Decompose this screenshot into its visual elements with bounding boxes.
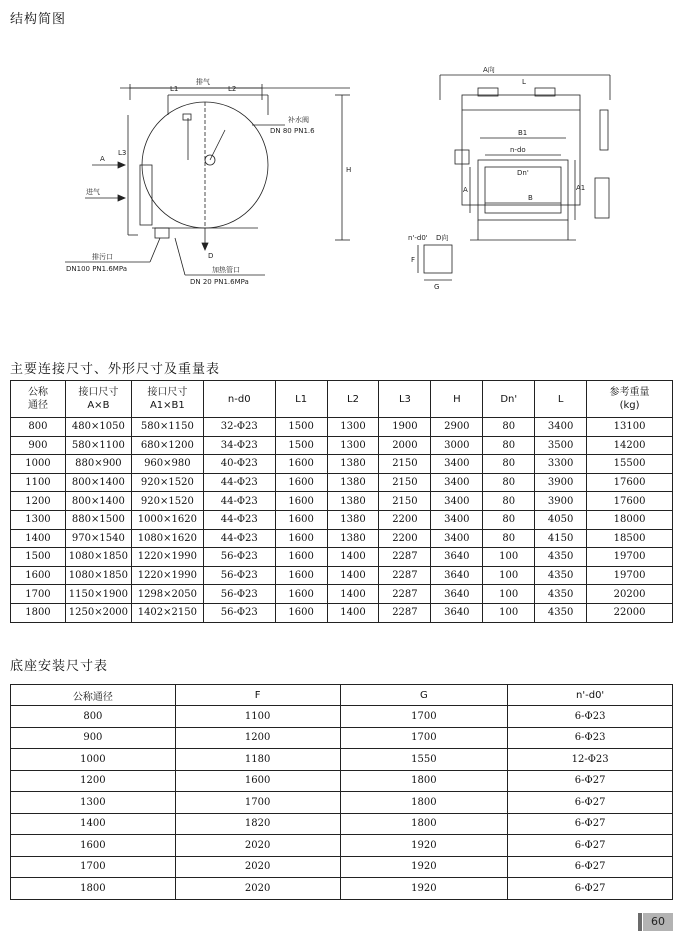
base-table-cell: 1800	[340, 770, 508, 792]
right-label-ndo: n-do	[510, 146, 526, 154]
main-table-cell: 3300	[535, 455, 587, 474]
main-table-cell: 1100	[11, 473, 66, 492]
main-table-cell: 18500	[587, 529, 673, 548]
left-label-D: D	[208, 252, 214, 260]
main-table-cell: 4050	[535, 510, 587, 529]
main-table-cell: 80	[483, 492, 535, 511]
base-table-cell: 6-Φ27	[508, 770, 673, 792]
main-table-cell: 100	[483, 548, 535, 567]
main-table-cell: 1600	[275, 548, 327, 567]
main-table-cell: 1600	[275, 510, 327, 529]
main-table-cell: 880×900	[65, 455, 131, 474]
base-table-header-row	[11, 685, 673, 706]
base-table-row	[11, 706, 673, 728]
main-table-row	[11, 529, 673, 548]
page-number: 60	[643, 913, 673, 931]
main-table-cell: 3500	[535, 436, 587, 455]
base-table-row	[11, 770, 673, 792]
base-table-row	[11, 813, 673, 835]
base-table-cell: 1300	[11, 792, 176, 814]
main-table-header-cell: L1	[275, 381, 327, 418]
main-table-cell: 1380	[327, 529, 379, 548]
main-table-cell: 970×1540	[65, 529, 131, 548]
right-label-F: F	[411, 256, 416, 264]
main-table-cell: 4350	[535, 585, 587, 604]
inlet-flange	[140, 165, 152, 225]
main-table-cell: 100	[483, 566, 535, 585]
base-table-cell: 2020	[175, 856, 340, 878]
base-table-header-cell: 公称通径	[11, 685, 176, 706]
main-table-cell: 80	[483, 436, 535, 455]
main-table-header-cell: L	[535, 381, 587, 418]
main-table-cell: 920×1520	[131, 492, 203, 511]
main-table-cell: 1380	[327, 492, 379, 511]
main-table-cell: 22000	[587, 603, 673, 622]
main-table-cell: 2150	[379, 455, 431, 474]
base-table-header-cell: n'-d0'	[508, 685, 673, 706]
main-table-cell: 3400	[431, 510, 483, 529]
main-table-cell: 34-Φ23	[203, 436, 275, 455]
main-table-cell: 1500	[11, 548, 66, 567]
base-table-cell: 6-Φ23	[508, 706, 673, 728]
main-table-cell: 2000	[379, 436, 431, 455]
main-table-cell: 80	[483, 473, 535, 492]
main-table-row	[11, 548, 673, 567]
main-table-cell: 4350	[535, 548, 587, 567]
base-table-cell: 1800	[340, 813, 508, 835]
base-table-header-cell: G	[340, 685, 508, 706]
base-table-cell: 1920	[340, 835, 508, 857]
base-table-cell: 1700	[11, 856, 176, 878]
main-table-cell: 3400	[431, 473, 483, 492]
main-table-row	[11, 436, 673, 455]
main-table-cell: 900	[11, 436, 66, 455]
main-table-cell: 960×980	[131, 455, 203, 474]
base-table-cell: 1200	[175, 727, 340, 749]
main-table-cell: 480×1050	[65, 418, 131, 437]
base-table-cell: 6-Φ27	[508, 835, 673, 857]
main-table-cell: 14200	[587, 436, 673, 455]
page-badge-edge	[638, 913, 642, 931]
base-table-heading: 底座安装尺寸表	[10, 659, 109, 674]
main-table-cell: 19700	[587, 548, 673, 567]
main-table-cell: 4350	[535, 566, 587, 585]
base-table-row	[11, 856, 673, 878]
main-table-cell: 3000	[431, 436, 483, 455]
main-table-cell: 1400	[327, 548, 379, 567]
main-table-cell: 1300	[327, 418, 379, 437]
base-table-row	[11, 835, 673, 857]
main-table-cell: 1600	[275, 473, 327, 492]
structure-drawing	[0, 55, 683, 300]
right-label-B1: B1	[518, 129, 528, 137]
main-table-cell: 56-Φ23	[203, 548, 275, 567]
main-table-cell: 1600	[11, 566, 66, 585]
main-table-header-cell: H	[431, 381, 483, 418]
main-table-cell: 4350	[535, 603, 587, 622]
base-foot	[424, 245, 452, 273]
base-table-cell: 6-Φ27	[508, 813, 673, 835]
main-table-cell: 3900	[535, 492, 587, 511]
main-table-cell: 56-Φ23	[203, 603, 275, 622]
main-table-cell: 3400	[431, 492, 483, 511]
left-label-L1: L1	[170, 85, 179, 93]
main-table-cell: 1080×1850	[65, 566, 131, 585]
base-table-cell: 1800	[11, 878, 176, 900]
main-table-cell: 1400	[11, 529, 66, 548]
main-table-cell: 1600	[275, 566, 327, 585]
main-table-cell: 1300	[11, 510, 66, 529]
base-table-cell: 1000	[11, 749, 176, 771]
base-table-cell: 1100	[175, 706, 340, 728]
base-table-cell: 1200	[11, 770, 176, 792]
main-table-cell: 800×1400	[65, 492, 131, 511]
main-table-cell: 1402×2150	[131, 603, 203, 622]
main-table-cell: 800×1400	[65, 473, 131, 492]
base-table-cell: 1820	[175, 813, 340, 835]
main-table-cell: 2287	[379, 566, 431, 585]
main-table-cell: 80	[483, 455, 535, 474]
right-label-A: A	[463, 186, 468, 194]
base-table-row	[11, 792, 673, 814]
main-table-cell: 1380	[327, 455, 379, 474]
main-table-cell: 1080×1620	[131, 529, 203, 548]
main-table-header-cell: n-d0	[203, 381, 275, 418]
main-table-header-row	[11, 381, 673, 418]
main-table-row	[11, 603, 673, 622]
main-table-cell: 1200	[11, 492, 66, 511]
main-table-cell: 1220×1990	[131, 566, 203, 585]
right-view	[408, 65, 610, 291]
main-table-cell: 1298×2050	[131, 585, 203, 604]
main-table-cell: 2287	[379, 603, 431, 622]
main-table-cell: 2150	[379, 473, 431, 492]
main-table-cell: 17600	[587, 473, 673, 492]
right-label-nd0: n'-d0'	[408, 234, 428, 242]
main-table-cell: 1250×2000	[65, 603, 131, 622]
left-label-drain-spec: DN100 PN1.6MPa	[66, 265, 128, 273]
main-table-cell: 18000	[587, 510, 673, 529]
left-label-H: H	[346, 166, 352, 174]
left-label-intake: 进气	[86, 188, 100, 196]
main-table-header-cell: 参考重量 (kg)	[587, 381, 673, 418]
main-table-cell: 2287	[379, 548, 431, 567]
base-table-cell: 6-Φ23	[508, 727, 673, 749]
main-table-cell: 1900	[379, 418, 431, 437]
base-table-cell: 900	[11, 727, 176, 749]
right-label-G: G	[434, 283, 440, 291]
base-table-cell: 6-Φ27	[508, 856, 673, 878]
left-label-heating: 加热管口	[212, 266, 240, 274]
main-table-header-cell: L3	[379, 381, 431, 418]
main-table-cell: 1000	[11, 455, 66, 474]
main-table-row	[11, 492, 673, 511]
right-label-Ddir: D向	[436, 234, 449, 242]
base-table-row	[11, 749, 673, 771]
left-label-A: A	[100, 155, 105, 163]
main-table-cell: 40-Φ23	[203, 455, 275, 474]
main-table-cell: 44-Φ23	[203, 510, 275, 529]
right-label-L: L	[522, 78, 526, 86]
main-table-cell: 1000×1620	[131, 510, 203, 529]
main-table-cell: 1600	[275, 455, 327, 474]
base-table-cell: 800	[11, 706, 176, 728]
main-table-cell: 44-Φ23	[203, 473, 275, 492]
main-table-cell: 44-Φ23	[203, 529, 275, 548]
main-table-row	[11, 585, 673, 604]
main-table-cell: 80	[483, 418, 535, 437]
main-table-cell: 100	[483, 603, 535, 622]
main-table-cell: 2900	[431, 418, 483, 437]
base-table-header-cell: F	[175, 685, 340, 706]
main-table-cell: 3400	[431, 529, 483, 548]
main-table-row	[11, 566, 673, 585]
left-label-water-valve: 补水阀	[288, 116, 309, 124]
main-table-cell: 1400	[327, 566, 379, 585]
main-table-cell: 80	[483, 510, 535, 529]
main-table-cell: 3400	[431, 455, 483, 474]
base-table-cell: 1700	[340, 727, 508, 749]
main-table-cell: 1080×1850	[65, 548, 131, 567]
main-table-heading: 主要连接尺寸、外形尺寸及重量表	[10, 362, 221, 377]
main-table-cell: 17600	[587, 492, 673, 511]
main-table-row	[11, 510, 673, 529]
main-table-cell: 3640	[431, 603, 483, 622]
main-table-header-cell: 接口尺寸 A1×B1	[131, 381, 203, 418]
base-table-cell: 1600	[175, 770, 340, 792]
main-table-cell: 2150	[379, 492, 431, 511]
main-table-cell: 100	[483, 585, 535, 604]
base-table-cell: 1550	[340, 749, 508, 771]
main-table-row	[11, 418, 673, 437]
main-table-cell: 1500	[275, 436, 327, 455]
right-label-Adir: A向	[483, 66, 495, 74]
base-table-cell: 1600	[11, 835, 176, 857]
base-install-table	[10, 684, 673, 900]
main-table-cell: 920×1520	[131, 473, 203, 492]
main-table-cell: 1600	[275, 603, 327, 622]
main-table-cell: 2200	[379, 510, 431, 529]
left-label-water-valve-spec: DN 80 PN1.6	[270, 127, 315, 135]
base-table-cell: 1800	[340, 792, 508, 814]
left-label-drain: 排污口	[92, 253, 113, 261]
main-table-cell: 1220×1990	[131, 548, 203, 567]
main-table-cell: 3640	[431, 585, 483, 604]
main-table-cell: 32-Φ23	[203, 418, 275, 437]
main-dimensions-table	[10, 380, 673, 623]
main-table-cell: 19700	[587, 566, 673, 585]
base-table-cell: 1700	[340, 706, 508, 728]
main-table-row	[11, 473, 673, 492]
main-table-header-cell: 接口尺寸 A×B	[65, 381, 131, 418]
main-table-cell: 80	[483, 529, 535, 548]
left-label-exhaust: 排气	[196, 78, 210, 86]
base-table-cell: 6-Φ27	[508, 792, 673, 814]
main-table-cell: 1400	[327, 603, 379, 622]
main-table-cell: 56-Φ23	[203, 566, 275, 585]
main-table-cell: 3400	[535, 418, 587, 437]
main-table-cell: 4150	[535, 529, 587, 548]
left-view	[65, 77, 351, 286]
main-table-cell: 15500	[587, 455, 673, 474]
main-table-cell: 44-Φ23	[203, 492, 275, 511]
main-table-cell: 1150×1900	[65, 585, 131, 604]
main-table-cell: 2200	[379, 529, 431, 548]
base-table-cell: 1700	[175, 792, 340, 814]
main-table-cell: 13100	[587, 418, 673, 437]
main-table-cell: 680×1200	[131, 436, 203, 455]
base-table-cell: 12-Φ23	[508, 749, 673, 771]
main-table-cell: 1700	[11, 585, 66, 604]
base-table-row	[11, 878, 673, 900]
main-table-cell: 1380	[327, 473, 379, 492]
base-table-cell: 1400	[11, 813, 176, 835]
main-table-cell: 1500	[275, 418, 327, 437]
main-table-cell: 1380	[327, 510, 379, 529]
main-table-cell: 3900	[535, 473, 587, 492]
main-table-cell: 580×1100	[65, 436, 131, 455]
main-table-cell: 580×1150	[131, 418, 203, 437]
main-table-header-cell: L2	[327, 381, 379, 418]
base-table-cell: 2020	[175, 835, 340, 857]
main-table-cell: 56-Φ23	[203, 585, 275, 604]
base-table-row	[11, 727, 673, 749]
main-table-cell: 1800	[11, 603, 66, 622]
right-label-Dn: Dn'	[517, 169, 529, 177]
main-table-cell: 2287	[379, 585, 431, 604]
base-table-cell: 6-Φ27	[508, 878, 673, 900]
base-table-cell: 1180	[175, 749, 340, 771]
main-table-cell: 20200	[587, 585, 673, 604]
base-table-cell: 1920	[340, 878, 508, 900]
base-table-cell: 2020	[175, 878, 340, 900]
right-label-A1: A1	[576, 184, 586, 192]
left-label-L3: L3	[118, 149, 127, 157]
main-table-header-cell: 公称 通径	[11, 381, 66, 418]
structure-heading: 结构简图	[10, 12, 67, 27]
main-table-cell: 1300	[327, 436, 379, 455]
main-table-cell: 3640	[431, 566, 483, 585]
main-table-cell: 1400	[327, 585, 379, 604]
main-table-cell: 1600	[275, 492, 327, 511]
right-label-B: B	[528, 194, 533, 202]
main-table-header-cell: Dn'	[483, 381, 535, 418]
left-label-heating-spec: DN 20 PN1.6MPa	[190, 278, 249, 286]
left-label-L2: L2	[228, 85, 237, 93]
main-table-cell: 1600	[275, 529, 327, 548]
main-table-row	[11, 455, 673, 474]
main-table-cell: 3640	[431, 548, 483, 567]
main-table-cell: 1600	[275, 585, 327, 604]
main-table-cell: 880×1500	[65, 510, 131, 529]
main-table-cell: 800	[11, 418, 66, 437]
base-table-cell: 1920	[340, 856, 508, 878]
